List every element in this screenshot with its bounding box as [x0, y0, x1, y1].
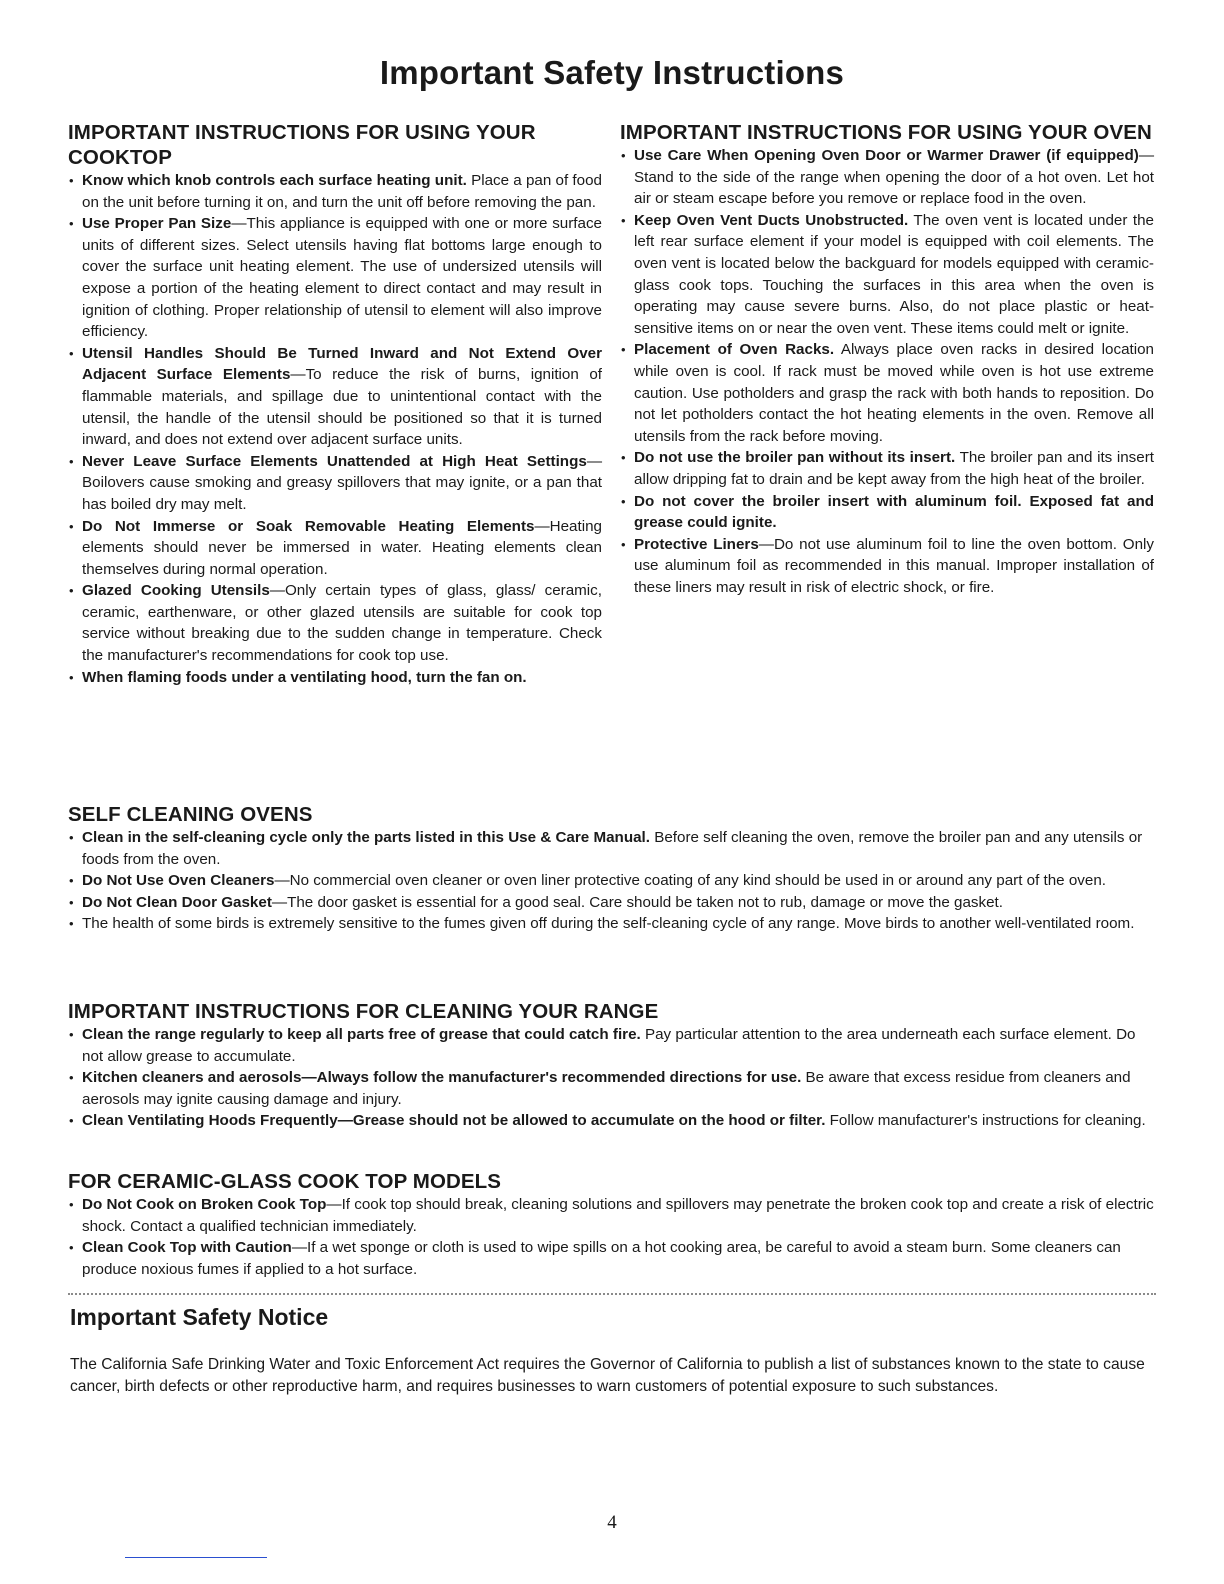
item-lead: Clean Cook Top with Caution: [82, 1239, 292, 1257]
item-text: —The door gasket is essential for a good seal. Care should be taken not to rub, damage or move the gasket.: [271, 893, 1003, 911]
item-lead: Do Not Immerse or Soak Removable Heating Elements: [82, 517, 535, 535]
page-number: 4: [607, 1512, 617, 1533]
item-text: —If cook top should break, cleaning solutions and spillovers may penetrate the broken cook top and create a risk of electric shock. Contact a qualified technician immediately.: [82, 1196, 1154, 1235]
item-text: Place a pan of food on the unit before turning it on, and turn the unit off before removing the pan.: [82, 172, 602, 211]
oven-section: [620, 120, 1154, 598]
item-lead: Utensil Handles Should Be Turned Inward and Not Extend Over Adjacent Surface Elements: [82, 344, 602, 384]
item-lead: Clean Ventilating Hoods Frequently—Grease should not be allowed to accumulate on the hood or filter.: [82, 1112, 826, 1130]
item-text: —To reduce the risk of burns, ignition of flammable materials, and spillage due to unintentional contact with the utensil, the handle of the utensil should be positioned so that it is turned inward, and does not extend over adjacent surface units.: [82, 366, 602, 449]
item-lead: Glazed Cooking Utensils: [82, 582, 270, 600]
item-lead: Know which knob controls each surface heating unit.: [82, 172, 467, 189]
list-item: [68, 213, 602, 343]
item-text: The health of some birds is extremely sensitive to the fumes given off during the self-cleaning cycle of any range. Move birds to another well-ventilated room.: [82, 915, 1135, 933]
ceramic-glass-section: [68, 1169, 1156, 1280]
list-item: [68, 1067, 1156, 1110]
list-item: [68, 913, 1156, 935]
item-lead: Clean the range regularly to keep all parts free of grease that could catch fire.: [82, 1026, 641, 1043]
cleaning-range-heading: IMPORTANT INSTRUCTIONS FOR CLEANING YOUR RANGE: [68, 1000, 659, 1023]
ceramic-glass-list: [68, 1194, 1156, 1280]
page-title: Important Safety Instructions: [379, 54, 845, 91]
item-text: The oven vent is located under the left rear surface element if your model is equipped with coil elements. The oven vent is located below the backguard for models equipped with ceramic-glass cook tops. Touching the surfaces in this area when the oven is operating may cause severe burns. Also, do not place plastic or heat-sensitive items on or near the oven vent. These items could melt or ignite.: [634, 211, 1154, 337]
list-item: [620, 491, 1154, 534]
item-text: Pay particular attention to the area underneath each surface element. Do not allow grease to accumulate.: [82, 1026, 1136, 1065]
item-text: Before self cleaning the oven, remove the broiler pan and any utensils or foods from the oven.: [82, 829, 1143, 868]
item-lead: Use Care When Opening Oven Door or Warmer Drawer (if equipped): [634, 147, 1139, 164]
cleaning-range-section: [68, 999, 1156, 1132]
item-text: —Boilovers cause smoking and greasy spillovers that may ignite, or a pan that has boiled dry may melt.: [82, 452, 602, 513]
oven-list: [620, 145, 1154, 598]
item-text: Be aware that excess residue from cleaners and aerosols may ignite causing damage and injury.: [82, 1069, 1131, 1108]
cooktop-list: [68, 170, 602, 688]
list-item: [68, 1194, 1156, 1237]
item-lead: Use Proper Pan Size: [82, 215, 232, 233]
item-lead: Do not use the broiler pan without its insert.: [634, 449, 956, 467]
cleaning-range-list: [68, 1024, 1156, 1132]
item-text: —Stand to the side of the range when opening the door of a hot oven. Let hot air or steam escape before you remove or replace food in the oven.: [634, 147, 1154, 208]
item-text: —Do not use aluminum foil to line the oven bottom. Only use aluminum foil as recommended in this manual. Improper installation of these liners may result in risk of electric shock, or fire.: [634, 535, 1154, 596]
item-lead: Keep Oven Vent Ducts Unobstructed.: [634, 211, 909, 229]
cooktop-section: [68, 120, 602, 688]
item-text: —This appliance is equipped with one or more surface units of different sizes. Select utensils having flat bottoms large enough to cover the surface unit heating element. The use of undersized utensils will expose a portion of the heating element to direct contact and may result in ignition of clothing. Proper relationship of utensil to element will also improve efficiency.: [82, 215, 602, 341]
item-lead: Clean in the self-cleaning cycle only the parts listed in this Use & Care Manual.: [82, 829, 650, 846]
list-item: [68, 667, 602, 689]
item-text: —No commercial oven cleaner or oven liner protective coating of any kind should be used in or around any part of the oven.: [274, 872, 1107, 890]
item-lead: Do Not Cook on Broken Cook Top: [82, 1196, 327, 1213]
list-item: [68, 870, 1156, 892]
list-item: [68, 827, 1156, 870]
item-lead: Do not cover the broiler insert with aluminum foil. Exposed fat and grease could ignite.: [634, 492, 1154, 532]
self-cleaning-heading: SELF CLEANING OVENS: [68, 803, 313, 826]
item-text: —Only certain types of glass, glass/ ceramic, ceramic, earthenware, or other glazed utensils are suitable for cook top service without breaking due to the sudden change in temperature. Check the manufacturer's recommendations for cook top use.: [82, 582, 602, 665]
list-item: [68, 1024, 1156, 1067]
list-item: [68, 170, 602, 213]
item-text: Follow manufacturer's instructions for cleaning.: [825, 1112, 1146, 1130]
item-lead: When flaming foods under a ventilating hood, turn the fan on.: [82, 668, 527, 686]
list-item: [620, 210, 1154, 340]
list-item: [68, 892, 1156, 914]
item-text: Always place oven racks in desired location while oven is cool. If rack must be moved while oven is hot use extreme caution. Use potholders and grasp the rack with both hands to reposition. Do not let potholders contact the hot heating elements in the oven. Remove all utensils from the rack before moving.: [634, 341, 1154, 445]
item-text: —If a wet sponge or cloth is used to wipe spills on a hot cooking area, be careful to avoid a steam burn. Some cleaners can produce noxious fumes if applied to a hot surface.: [82, 1239, 1121, 1278]
item-text: The broiler pan and its insert allow dripping fat to drain and be kept away from the high heat of the broiler.: [634, 449, 1154, 488]
item-lead: Protective Liners: [634, 535, 759, 553]
list-item: [620, 534, 1154, 599]
cooktop-heading: IMPORTANT INSTRUCTIONS FOR USING YOUR COOKTOP: [68, 121, 536, 169]
item-lead: Placement of Oven Racks.: [634, 341, 835, 359]
footer-rule: [125, 1557, 267, 1558]
list-item: [68, 516, 602, 581]
self-cleaning-section: [68, 802, 1156, 935]
list-item: [68, 343, 602, 451]
item-lead: Kitchen cleaners and aerosols—Always follow the manufacturer's recommended directions for use.: [82, 1069, 802, 1087]
list-item: [68, 451, 602, 516]
item-lead: Do Not Clean Door Gasket: [82, 893, 272, 911]
item-lead: Never Leave Surface Elements Unattended at High Heat Settings: [82, 452, 587, 470]
item-text: —Heating elements should never be immersed in water. Heating elements clean themselves during normal operation.: [82, 517, 602, 578]
notice-body: The California Safe Drinking Water and Toxic Enforcement Act requires the Governor of California to publish a list of substances known to the state to cause cancer, birth defects or other reproductive harm, and requires businesses to warn customers of potential exposure to such substances.: [70, 1356, 1145, 1395]
item-lead: Do Not Use Oven Cleaners: [82, 872, 275, 890]
list-item: [68, 1237, 1156, 1280]
list-item: [620, 447, 1154, 490]
list-item: [620, 145, 1154, 210]
dotted-divider: [68, 1293, 1156, 1295]
list-item: [68, 1110, 1156, 1132]
list-item: [620, 339, 1154, 447]
notice-title: Important Safety Notice: [70, 1304, 329, 1330]
ceramic-glass-heading: FOR CERAMIC-GLASS COOK TOP MODELS: [68, 1170, 502, 1193]
oven-heading: IMPORTANT INSTRUCTIONS FOR USING YOUR OVEN: [620, 121, 1152, 144]
list-item: [68, 580, 602, 666]
self-cleaning-list: [68, 827, 1156, 935]
